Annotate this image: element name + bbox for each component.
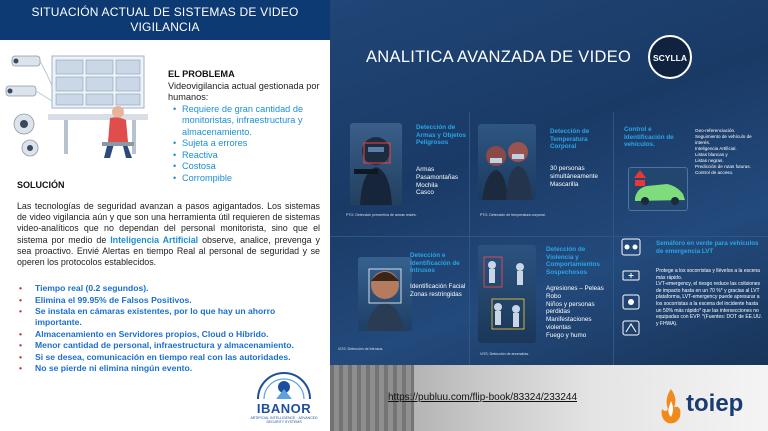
route-icon — [622, 320, 640, 336]
solution-text-part: Las tecnologías de seguridad avanzan a pasos agigantados. Los sistemas de video vigilancia aún y que son una herramienta útil requieren de sistemas video-analíticos que no dependan del personal monitorista, sino que el sistema por medio de — [17, 201, 320, 245]
ibanor-logo-subtitle: ARTIFICIAL INTELLIGENCE · ADVANCED SECURITY SYSTEMS — [250, 416, 318, 424]
problem-item: • Reactiva — [174, 150, 328, 162]
toiep-logo-text: toiep — [686, 390, 744, 417]
toiep-flame-icon — [656, 385, 686, 425]
flipbook-link[interactable]: https://publuu.com/flip-book/83324/233244 — [388, 392, 578, 403]
violence-detection-photo — [478, 245, 536, 343]
ibanor-logo-text: IBANOR — [256, 401, 312, 416]
problem-item: • Corrompible — [174, 173, 328, 185]
solution-highlight: Inteligencia Artificial — [110, 234, 199, 245]
problem-item: • Sujeta a errores — [174, 138, 328, 150]
feature-caption-violence: VOS: Detección de anomalías. — [480, 352, 530, 356]
problem-section — [168, 69, 328, 184]
intruder-detection-photo — [358, 257, 412, 331]
feature-title-lvt: Semáforo en verde para vehículos de emergencia LVT — [656, 240, 759, 255]
solution-text — [17, 201, 320, 268]
left-panel — [0, 0, 330, 431]
feature-body-violence: Agresiones – Peleas Robo Niños y personas perdidas Manifestaciones violentas Fuego y humo — [546, 285, 604, 339]
benefit-item: • Se instala en cámaras existentes, por lo que hay un ahorro importante. — [17, 306, 317, 328]
problem-title: EL PROBLEMA — [168, 69, 235, 79]
benefit-item: • Elimina el 99.95% de Falsos Positivos. — [17, 295, 317, 306]
problem-item: • Requiere de gran cantidad de monitoristas, infraestructura y almacenamiento. — [174, 104, 328, 139]
signal-icon — [622, 294, 640, 310]
scylla-logo — [648, 35, 692, 79]
temperature-detection-photo — [478, 124, 536, 200]
toiep-logo — [656, 385, 766, 429]
ibanor-emblem-icon — [246, 365, 322, 405]
ibanor-logo — [246, 365, 322, 425]
solution-title: SOLUCIÓN — [17, 180, 65, 190]
feature-caption-intruders: VOS: Detección de Intrusos. — [338, 347, 384, 351]
benefit-item: • No se pierde ni elimina ningún evento. — [17, 363, 317, 374]
problem-list — [174, 104, 328, 185]
scylla-logo-text: SCYLLA — [653, 53, 687, 63]
traffic-light-icon — [620, 238, 642, 256]
feature-caption-weapons: PTO: Detección preventiva de armas reales. — [346, 213, 417, 217]
problem-item: • Costosa — [174, 161, 328, 173]
benefit-item: • Almacenamiento en Servidores propios, Cloud o Híbrido. — [17, 329, 317, 340]
vehicle-detection-photo — [628, 167, 688, 211]
main-title: ANALITICA AVANZADA DE VIDEO — [366, 48, 632, 66]
benefit-item: • Si se desea, comunicación en tiempo real con las autoridades. — [17, 352, 317, 363]
benefits-list — [17, 283, 317, 375]
feature-body-weapons: Armas Pasamontañas Mochila Casco — [416, 166, 459, 197]
left-header: SITUACIÓN ACTUAL DE SISTEMAS DE VIDEO VIGILANCIA — [0, 0, 330, 40]
benefit-item: • Menor cantidad de personal, infraestructura y almacenamiento. — [17, 340, 317, 351]
feature-title-temperature: Detección de Temperatura Corporal — [550, 128, 590, 151]
feature-caption-temperature: PTO: Detección de temperatura corporal. — [480, 213, 546, 217]
feature-body-vehicles: Geo-referenciación. Seguimiento de vehículo de interés. Inteligencia Artificial. Listas blancas y Listas negras. Predicción de rutas futuras. Control de acceso. — [695, 128, 752, 175]
weapon-detection-photo — [350, 123, 402, 205]
surveillance-operator-illustration — [4, 46, 162, 166]
feature-body-intruders: Identificación Facial Zonas restringidas — [410, 283, 466, 298]
problem-intro: Videovigilancia actual gestionada por humanos: — [168, 80, 320, 102]
right-panel — [330, 0, 768, 431]
feature-body-temperature: 30 personas simultáneamente Mascarilla — [550, 165, 598, 188]
feature-body-lvt: Protege a los socorristas y llévelos a la escena más rápido. LVT-emergency, el riesgo reduce las colisiones de impacto hasta en un 70 %* y gracias al LVT plataforma, LVT-emergency puede apresurar a los socorristas a la escena del incidente hasta un 50% más rápido* que las intersecciones no equipadas con EVP. *(Fuentes: DOT de EE.UU. y FHWA). — [656, 268, 762, 327]
ambulance-icon — [622, 268, 640, 282]
feature-title-weapons: Detección de Armas y Objetos Peligrosos — [416, 124, 467, 147]
solution-text-part: observe, analice, prevenga y sea proactivo. Envié Alertas en tiempo Real al personal de seguridad y se operen los protocolos establecidos. — [17, 234, 320, 268]
feature-title-intruders: Detección e Identificación de Intrusos — [410, 252, 460, 275]
feature-title-vehicles: Control e Identificación de vehículos. — [624, 126, 674, 149]
benefit-item: • Tiempo real (0.2 segundos). — [17, 283, 317, 294]
feature-title-violence: Detección de Violencia y Comportamientos Sospechosos — [546, 246, 600, 276]
